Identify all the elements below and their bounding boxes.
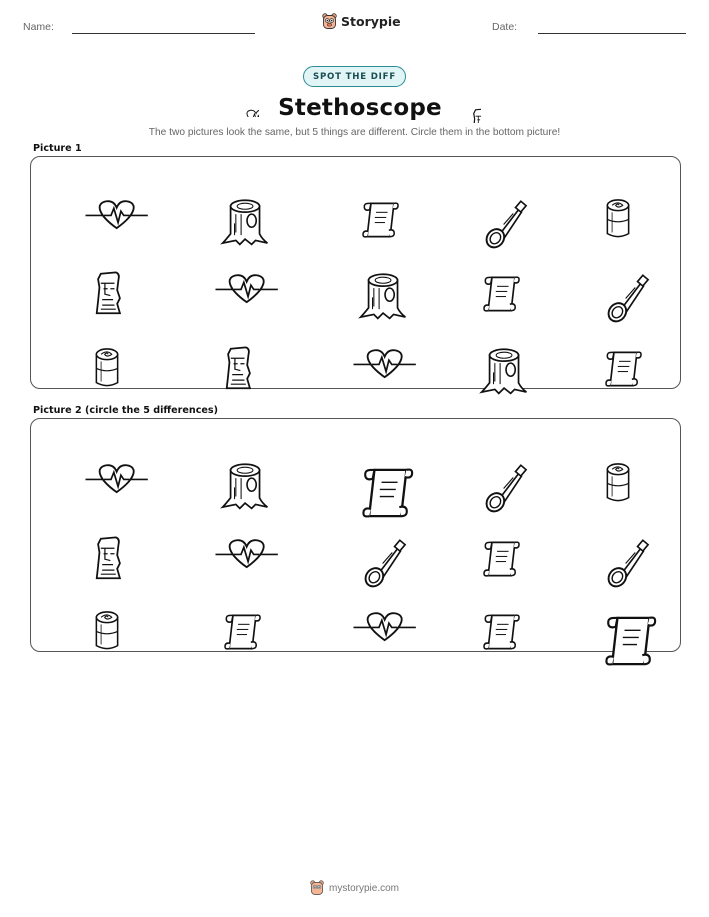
- picture1-cell: [573, 317, 637, 375]
- picture2-cell[interactable]: [451, 580, 515, 638]
- log-roll-icon: [592, 438, 618, 484]
- picture1-cell: [192, 168, 256, 226]
- title-row: [229, 90, 481, 126]
- heartbeat-icon: [339, 592, 385, 626]
- picture1-cell: [330, 317, 394, 375]
- scroll-icon: [344, 174, 380, 220]
- picture1-cell: [451, 317, 515, 375]
- log-roll-icon: [81, 586, 107, 632]
- picture1-cell: [451, 242, 515, 300]
- picture2-cell[interactable]: [192, 507, 256, 565]
- picture1-cell: [330, 242, 394, 300]
- picture1-cell: [573, 242, 637, 300]
- storypie-mascot-icon: [322, 13, 337, 30]
- picture2-cell[interactable]: [192, 432, 256, 490]
- moai-statue-icon: [79, 248, 109, 294]
- log-roll-icon: [592, 174, 618, 220]
- scroll-large-icon: [579, 577, 631, 641]
- picture2-cell[interactable]: [330, 580, 394, 638]
- log-roll-icon: [81, 323, 107, 369]
- tree-stump-icon: [201, 436, 247, 486]
- heartbeat-icon: [71, 444, 117, 478]
- scroll-icon: [465, 513, 501, 559]
- picture2-cell[interactable]: [573, 432, 637, 490]
- moai-statue-icon: [79, 513, 109, 559]
- picture2-cell[interactable]: [330, 432, 394, 490]
- tree-stump-icon: [339, 246, 385, 296]
- heartbeat-icon: [201, 254, 247, 288]
- picture2-cell[interactable]: [192, 580, 256, 638]
- tree-stump-icon: [201, 172, 247, 222]
- spot-the-diff-badge: SPOT THE DIFF: [303, 66, 406, 87]
- picture1-cell: [573, 168, 637, 226]
- horn-icon: [583, 514, 627, 558]
- moai-statue-icon: [209, 323, 239, 369]
- scroll-large-icon: [336, 429, 388, 493]
- heartbeat-icon: [71, 180, 117, 214]
- footer-site-text: mystorypie.com: [328, 882, 399, 894]
- picture1-cell: [62, 242, 126, 300]
- heartbeat-icon: [229, 99, 259, 117]
- picture1-cell: [192, 242, 256, 300]
- picture2-cell[interactable]: [451, 507, 515, 565]
- picture2-cell[interactable]: [573, 580, 637, 638]
- footer: [0, 880, 709, 896]
- instructions-text: The two pictures look the same, but 5 things are different. Circle them in the bottom picture!: [148, 127, 561, 138]
- logo-text: Storypie: [341, 14, 401, 29]
- date-label: Date:: [492, 21, 518, 33]
- scroll-icon: [465, 248, 501, 294]
- picture2-cell[interactable]: [62, 507, 126, 565]
- picture1-cell: [330, 168, 394, 226]
- heartbeat-icon: [201, 519, 247, 553]
- tree-stump-icon: [460, 321, 506, 371]
- scroll-icon: [206, 586, 242, 632]
- picture-2-label: Picture 2 (circle the 5 differences): [33, 405, 218, 416]
- horn-icon: [340, 514, 384, 558]
- date-input-line[interactable]: [538, 33, 686, 34]
- scroll-icon: [587, 323, 623, 369]
- picture1-cell: [62, 317, 126, 375]
- picture2-cell[interactable]: [573, 507, 637, 565]
- scroll-icon: [465, 586, 501, 632]
- name-label: Name:: [23, 21, 54, 33]
- picture1-cell: [62, 168, 126, 226]
- storypie-mascot-icon: [310, 880, 324, 896]
- picture2-cell[interactable]: [330, 507, 394, 565]
- picture1-cell: [451, 168, 515, 226]
- picture2-cell[interactable]: [62, 580, 126, 638]
- horn-icon: [583, 249, 627, 293]
- page-title: Stethoscope: [278, 95, 442, 121]
- storypie-logo: [322, 13, 401, 30]
- name-input-line[interactable]: [72, 33, 255, 34]
- heartbeat-icon: [339, 329, 385, 363]
- horn-icon: [461, 175, 505, 219]
- picture2-cell[interactable]: [451, 432, 515, 490]
- picture-1-label: Picture 1: [33, 143, 82, 154]
- horn-icon: [461, 439, 505, 483]
- moai-statue-icon: [461, 93, 481, 123]
- picture1-cell: [192, 317, 256, 375]
- picture2-cell[interactable]: [62, 432, 126, 490]
